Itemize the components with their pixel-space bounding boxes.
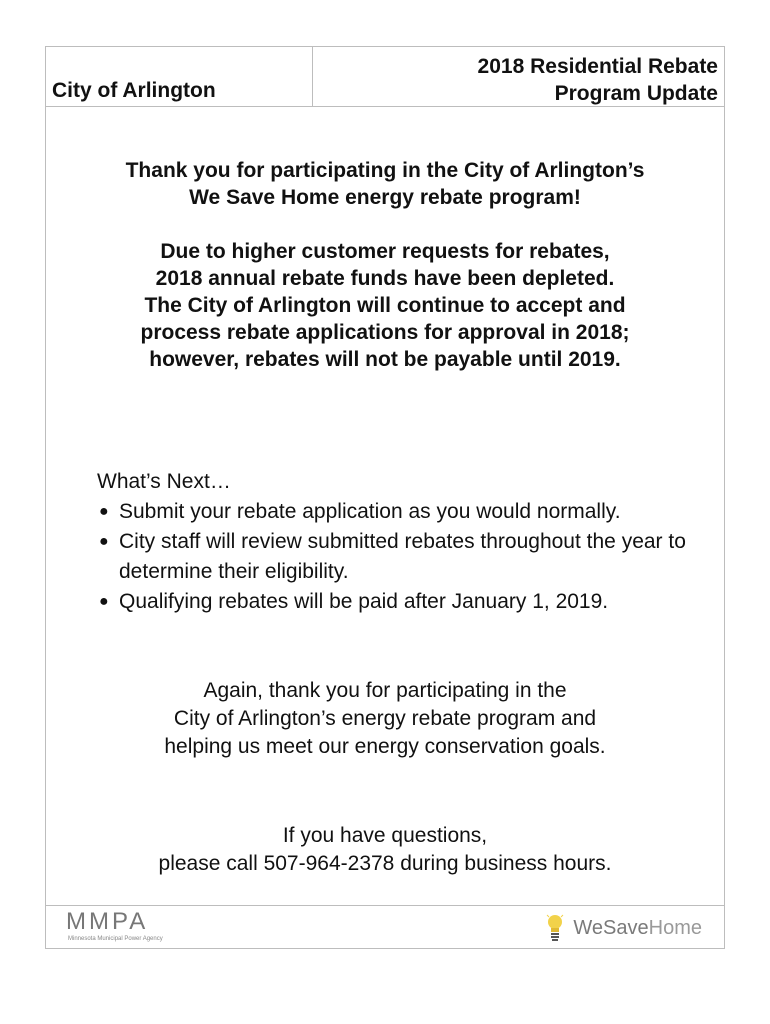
title-line-2: Program Update (554, 82, 718, 105)
whats-next-list (97, 497, 697, 617)
org-name: City of Arlington (52, 79, 216, 102)
header-divider (312, 47, 313, 107)
wesavehome-logo (545, 911, 702, 945)
list-item (97, 527, 697, 587)
brand-home: Home (648, 916, 702, 939)
mmpa-tagline: Minnesota Municipal Power Agency (68, 936, 163, 942)
thanks-line-2: We Save Home energy rebate program! (189, 186, 581, 209)
document-title (478, 53, 718, 107)
thanks-line-1: Thank you for participating in the City of Arlington’s (125, 159, 645, 182)
bullet-icon: ● (99, 503, 109, 520)
notice-line: 2018 annual rebate funds have been depleted. (155, 267, 615, 290)
header (46, 47, 724, 107)
list-item (97, 587, 697, 617)
whats-next-title: What’s Next… (97, 470, 231, 493)
bullet-icon: ● (99, 533, 109, 550)
contact-line-2: please call 507-964-2378 during business hours. (158, 852, 612, 875)
document-frame (45, 46, 725, 949)
list-item-text: Qualifying rebates will be paid after January 1, 2019. (119, 590, 609, 613)
lightbulb-icon (545, 913, 565, 943)
contact-info (46, 822, 724, 878)
notice-line: process rebate applications for approval in 2018; (140, 321, 630, 344)
notice-line: The City of Arlington will continue to accept and (144, 294, 626, 317)
closing-message (46, 677, 724, 761)
closing-line: Again, thank you for participating in the (203, 679, 567, 702)
list-item-text: City staff will review submitted rebates throughout the year to determine their eligibility. (119, 530, 686, 583)
closing-line: helping us meet our energy conservation goals. (164, 735, 606, 758)
whats-next-section (97, 467, 697, 617)
footer (46, 905, 724, 948)
contact-line-1: If you have questions, (282, 824, 488, 847)
list-item-text: Submit your rebate application as you would normally. (119, 500, 621, 523)
list-item (97, 497, 697, 527)
mmpa-logo-text: MMPA (66, 908, 149, 935)
mmpa-logo (66, 908, 186, 946)
closing-line: City of Arlington’s energy rebate program and (173, 707, 597, 730)
bullet-icon: ● (99, 593, 109, 610)
brand-wesave: WeSave (573, 916, 649, 939)
notice-line: however, rebates will not be payable until 2019. (149, 348, 621, 371)
lead-notice (46, 157, 724, 373)
title-line-1: 2018 Residential Rebate (477, 55, 718, 78)
notice-line: Due to higher customer requests for rebates, (160, 240, 610, 263)
